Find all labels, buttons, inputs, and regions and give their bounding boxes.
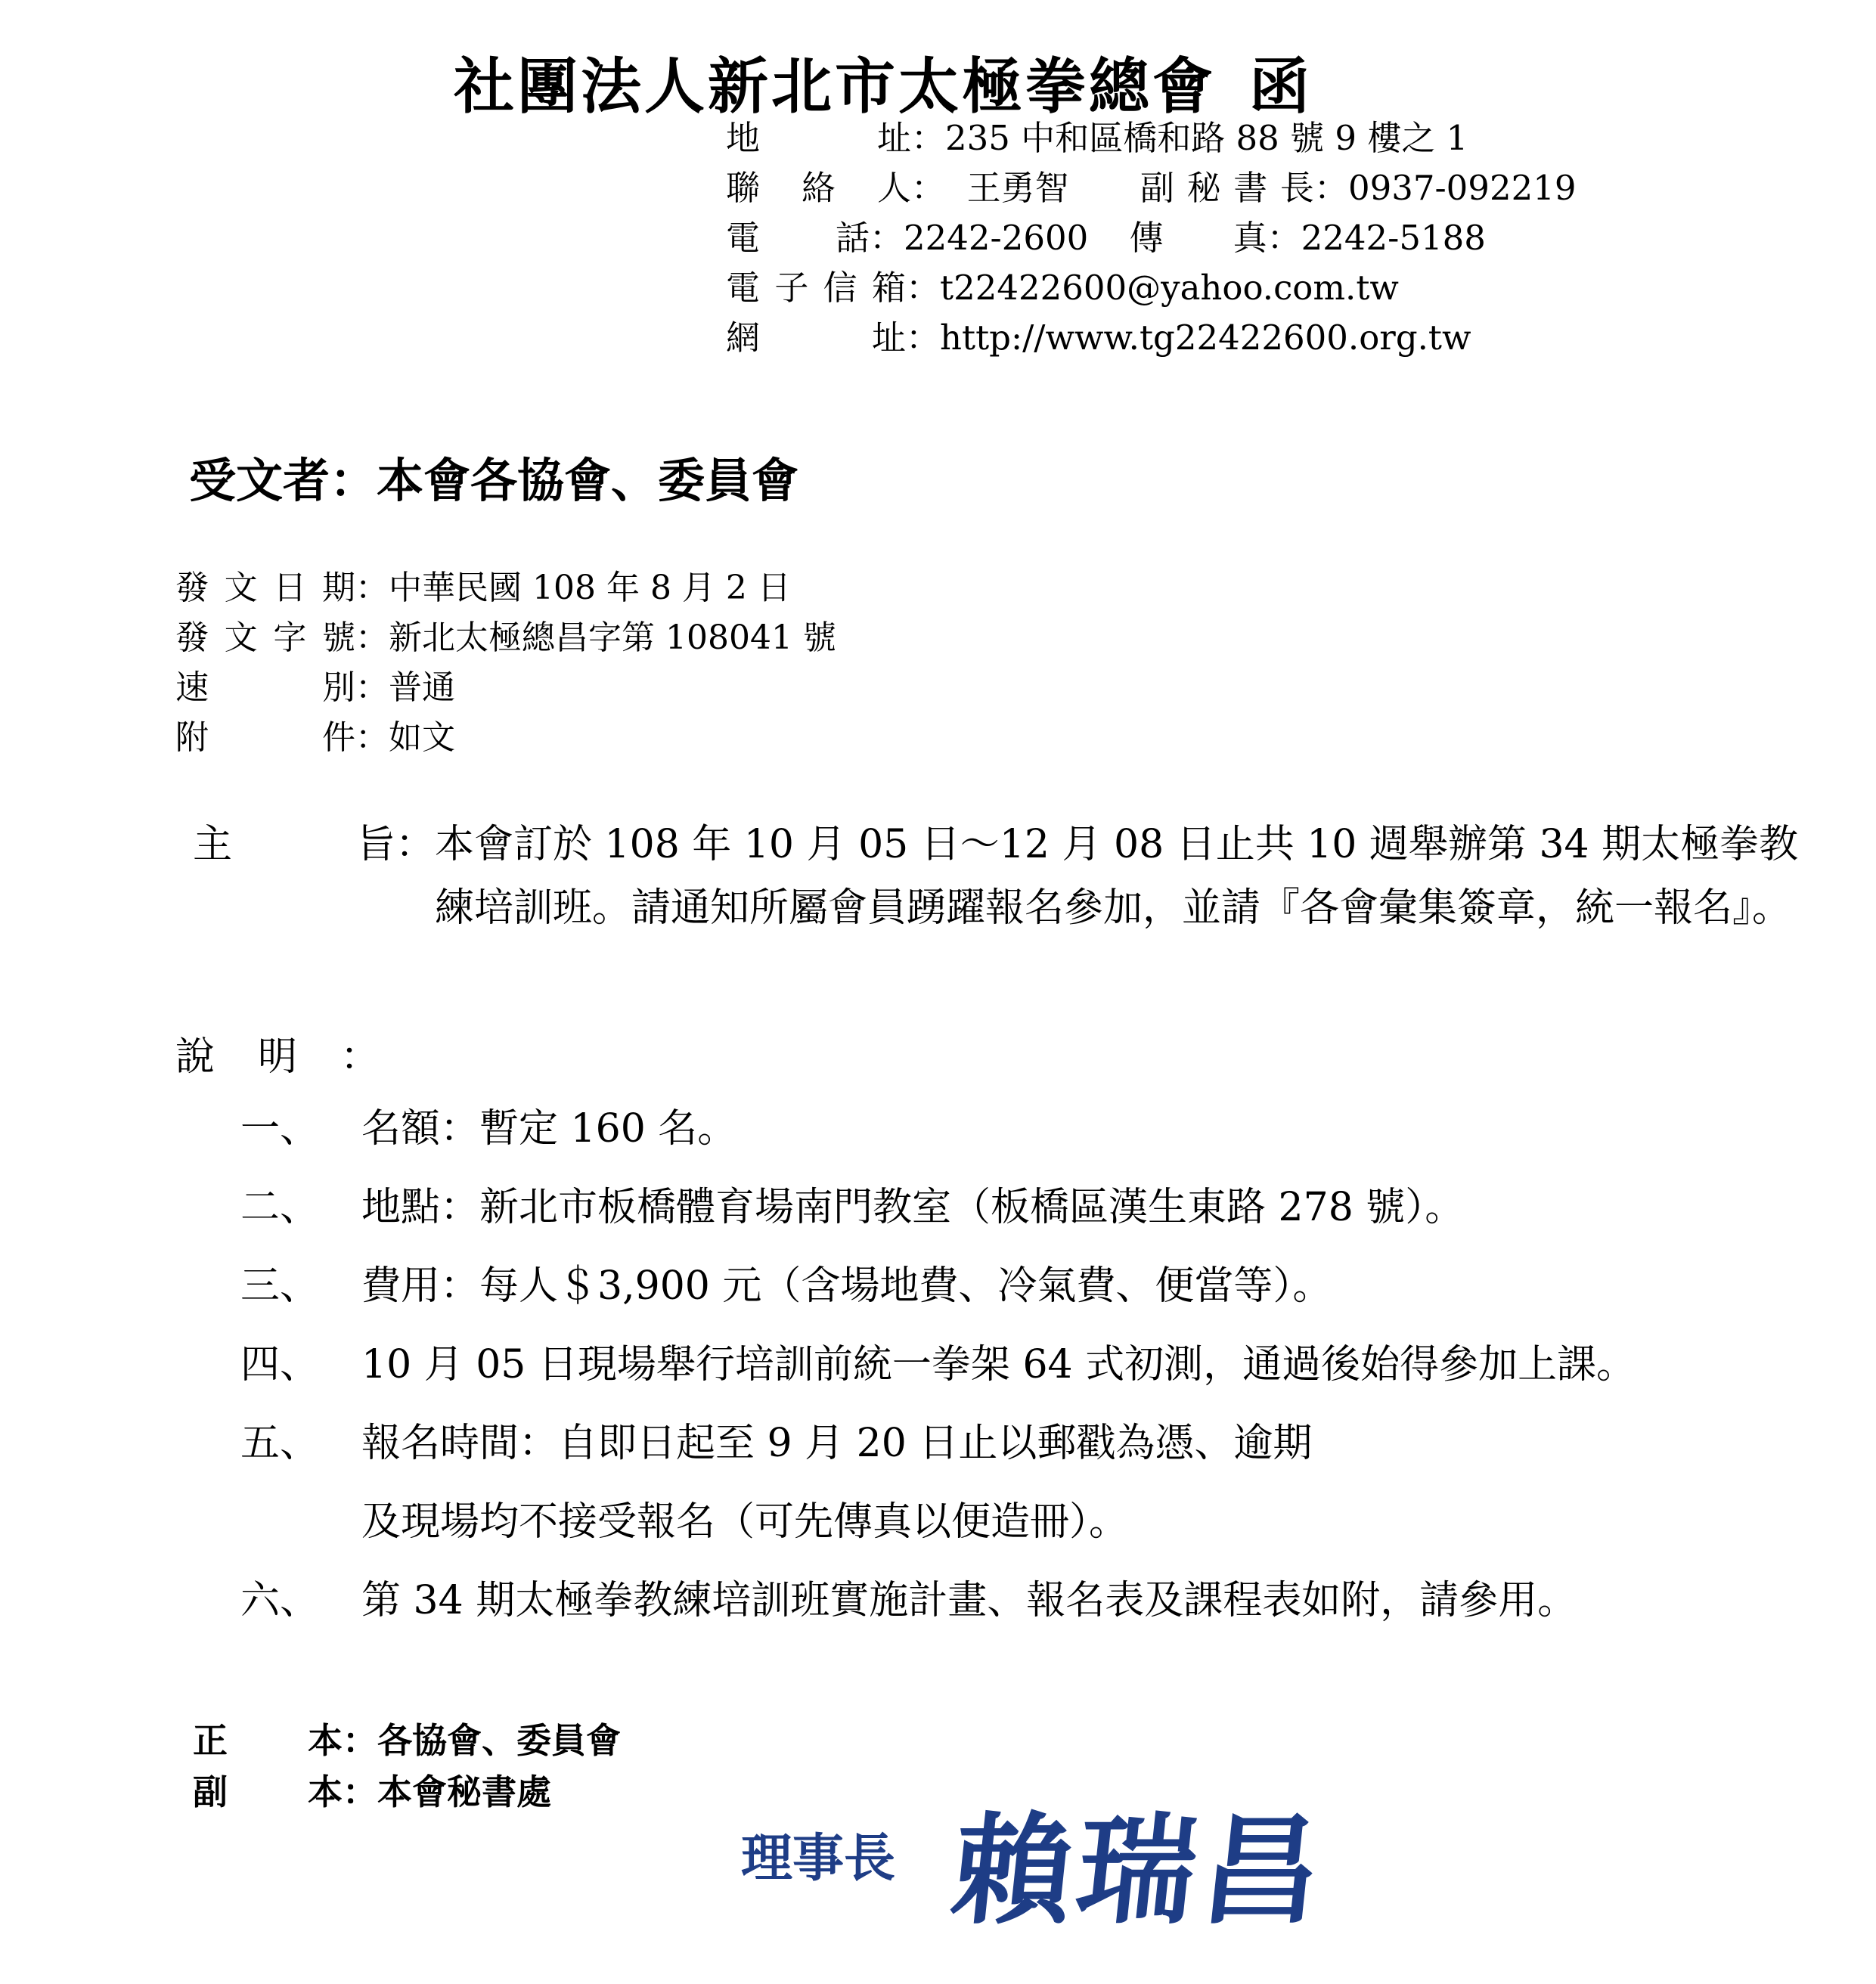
- list-item: [240, 1568, 1577, 1625]
- explanation-label: 說明：: [175, 1034, 380, 1080]
- item-text: 第 34 期太極拳教練培訓班實施計畫、報名表及課程表如附，請參用。: [361, 1578, 1577, 1623]
- organization-name: 社團法人新北市太極拳總會: [454, 51, 1216, 122]
- contact-name: 王勇智: [966, 168, 1069, 208]
- address-value: 235 中和區橋和路 88 號 9 樓之 1: [945, 118, 1468, 158]
- item-text: 名額：暫定 160 名。: [361, 1106, 737, 1152]
- subject-label: 主旨: [193, 822, 395, 867]
- date-value: 中華民國 108 年 8 月 2 日: [389, 569, 791, 607]
- website-row: 網址：http://www.tg22422600.org.tw: [726, 313, 1576, 363]
- cc-row: 副本：本會秘書處: [193, 1766, 621, 1818]
- item-number: 四、: [240, 1342, 320, 1387]
- contact-person-row: 聯絡人： 王勇智 副秘書長：0937-092219: [726, 163, 1576, 213]
- fax-value: 2242-5188: [1301, 218, 1486, 258]
- speed-row: 速別：普通: [175, 663, 836, 713]
- contact-label: 聯絡人: [726, 168, 911, 208]
- list-item-continuation: [240, 1490, 1128, 1546]
- item-text-continued: 及現場均不接受報名（可先傳真以便造冊）。: [361, 1499, 1129, 1545]
- item-number: 六、: [240, 1578, 320, 1623]
- list-item: [240, 1175, 1464, 1232]
- date-label: 發文日期: [175, 569, 355, 607]
- list-item: [240, 1254, 1332, 1310]
- contact-block: [726, 113, 1576, 363]
- attachment-label: 附件: [175, 718, 355, 757]
- item-number: 五、: [240, 1421, 320, 1466]
- deputy-phone: 0937-092219: [1347, 168, 1577, 208]
- address-label: 地址: [726, 118, 911, 158]
- chairman-title: 理事長: [741, 1828, 896, 1889]
- speed-value: 普通: [389, 668, 455, 707]
- item-number: 三、: [240, 1263, 320, 1309]
- speed-label: 速別: [175, 668, 355, 707]
- main-copy-row: 正本：各協會、委員會: [193, 1715, 621, 1766]
- chairman-signature: 賴瑞昌: [945, 1802, 1333, 1941]
- website-value: http://www.tg22422600.org.tw: [940, 318, 1471, 358]
- letter-title: [454, 38, 1313, 125]
- list-item: [240, 1096, 736, 1153]
- letter-type: 函: [1249, 51, 1313, 122]
- list-item: [240, 1411, 1312, 1468]
- email-label: 電子信箱: [726, 268, 906, 308]
- item-text: 費用：每人＄3,900 元（含場地費、冷氣費、便當等）。: [361, 1263, 1332, 1309]
- copies-block: [193, 1715, 621, 1818]
- date-row: 發文日期：中華民國 108 年 8 月 2 日: [175, 563, 836, 613]
- phone-row: 電話：2242-2600 傳真：2242-5188: [726, 213, 1576, 263]
- item-number: 一、: [240, 1106, 320, 1152]
- address-row: 地址：235 中和區橋和路 88 號 9 樓之 1: [726, 113, 1576, 163]
- fax-label: 傳真: [1129, 218, 1267, 258]
- document-meta: [175, 563, 836, 763]
- cc-value: 本會秘書處: [377, 1772, 551, 1812]
- attachment-value: 如文: [389, 718, 455, 757]
- website-label: 網址: [726, 318, 906, 358]
- phone-value: 2242-2600: [904, 218, 1089, 258]
- ref-label: 發文字號: [175, 618, 355, 657]
- list-item: [240, 1332, 1636, 1389]
- main-copy-label: 正本: [193, 1720, 343, 1761]
- ref-value: 新北太極總昌字第 108041 號: [389, 618, 836, 657]
- item-text: 地點：新北市板橋體育場南門教室（板橋區漢生東路 278 號）。: [361, 1185, 1465, 1230]
- ref-row: 發文字號：新北太極總昌字第 108041 號: [175, 613, 836, 663]
- subject-colon: ：: [395, 822, 436, 867]
- subject-block: [193, 813, 1819, 940]
- item-text: 報名時間：自即日起至 9 月 20 日止以郵戳為憑、逾期: [361, 1421, 1313, 1466]
- cc-label: 副本: [193, 1772, 343, 1812]
- item-text: 10 月 05 日現場舉行培訓前統一拳架 64 式初測，通過後始得參加上課。: [361, 1342, 1636, 1387]
- main-copy-value: 各協會、委員會: [377, 1720, 621, 1761]
- item-number: 二、: [240, 1185, 320, 1230]
- phone-label: 電話: [726, 218, 870, 258]
- email-value: t22422600@yahoo.com.tw: [940, 268, 1399, 308]
- deputy-label: 副秘書長: [1140, 168, 1314, 208]
- email-row: 電子信箱：t22422600@yahoo.com.tw: [726, 263, 1576, 313]
- recipient: 受文者：本會各協會、委員會: [189, 453, 799, 508]
- attachment-row: 附件：如文: [175, 713, 836, 763]
- subject-text: 本會訂於 108 年 10 月 05 日～12 月 08 日止共 10 週舉辦第 34 期太極拳教練培訓班。請通知所屬會員踴躍報名參加，並請『各會彙集簽章，統一報名』。: [435, 822, 1799, 931]
